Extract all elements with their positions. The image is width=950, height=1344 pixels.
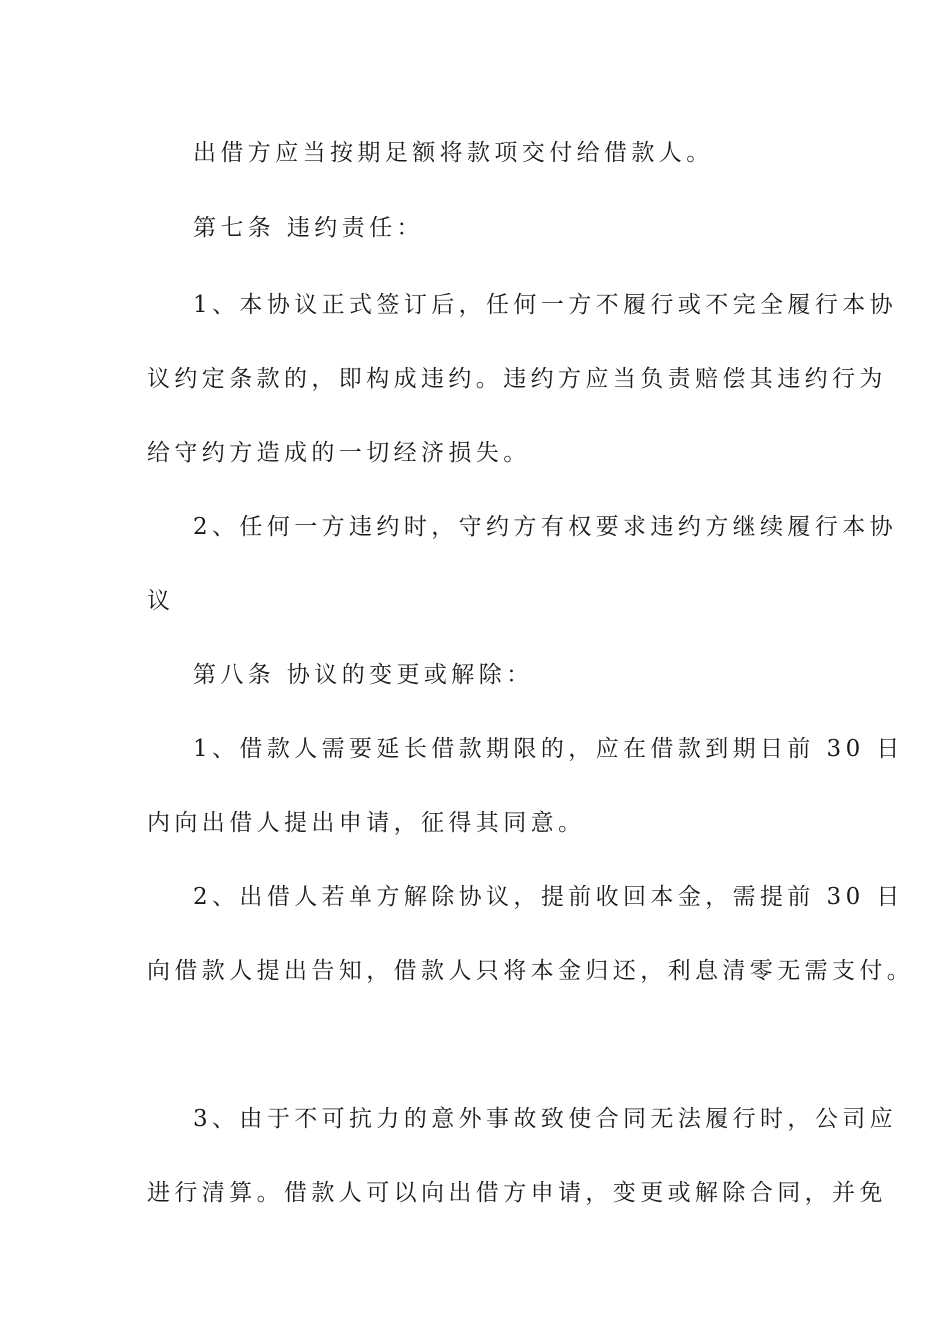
article-8-clause-1-line-2: 内向出借人提出申请，征得其同意。 bbox=[147, 810, 586, 836]
article-8-heading: 第八条 协议的变更或解除： bbox=[193, 662, 534, 688]
article-8-clause-3-line-1: 3、由于不可抗力的意外事故致使合同无法履行时，公司应 bbox=[193, 1106, 898, 1132]
article-7-clause-1-line-3: 给守约方造成的一切经济损失。 bbox=[147, 440, 531, 466]
article-7-clause-2-line-2: 议 bbox=[147, 588, 175, 614]
article-8-clause-3-line-2: 进行清算。借款人可以向出借方申请，变更或解除合同，并免 bbox=[147, 1180, 887, 1206]
article-7-clause-2-line-1: 2、任何一方违约时，守约方有权要求违约方继续履行本协 bbox=[193, 514, 898, 540]
article-8-clause-2-line-2: 向借款人提出告知，借款人只将本金归还，利息清零无需支付。 bbox=[147, 958, 915, 984]
article-7-clause-1-line-1: 1、本协议正式签订后，任何一方不履行或不完全履行本协 bbox=[193, 292, 898, 318]
article-8-clause-2-line-1: 2、出借人若单方解除协议，提前收回本金，需提前 30 日 bbox=[193, 884, 904, 910]
article-7-clause-1-line-2: 议约定条款的，即构成违约。违约方应当负责赔偿其违约行为 bbox=[147, 366, 887, 392]
article-7-heading: 第七条 违约责任： bbox=[193, 215, 424, 241]
article-8-clause-1-line-1: 1、借款人需要延长借款期限的，应在借款到期日前 30 日 bbox=[193, 736, 904, 762]
paragraph-line-delivery: 出借方应当按期足额将款项交付给借款人。 bbox=[193, 140, 714, 166]
